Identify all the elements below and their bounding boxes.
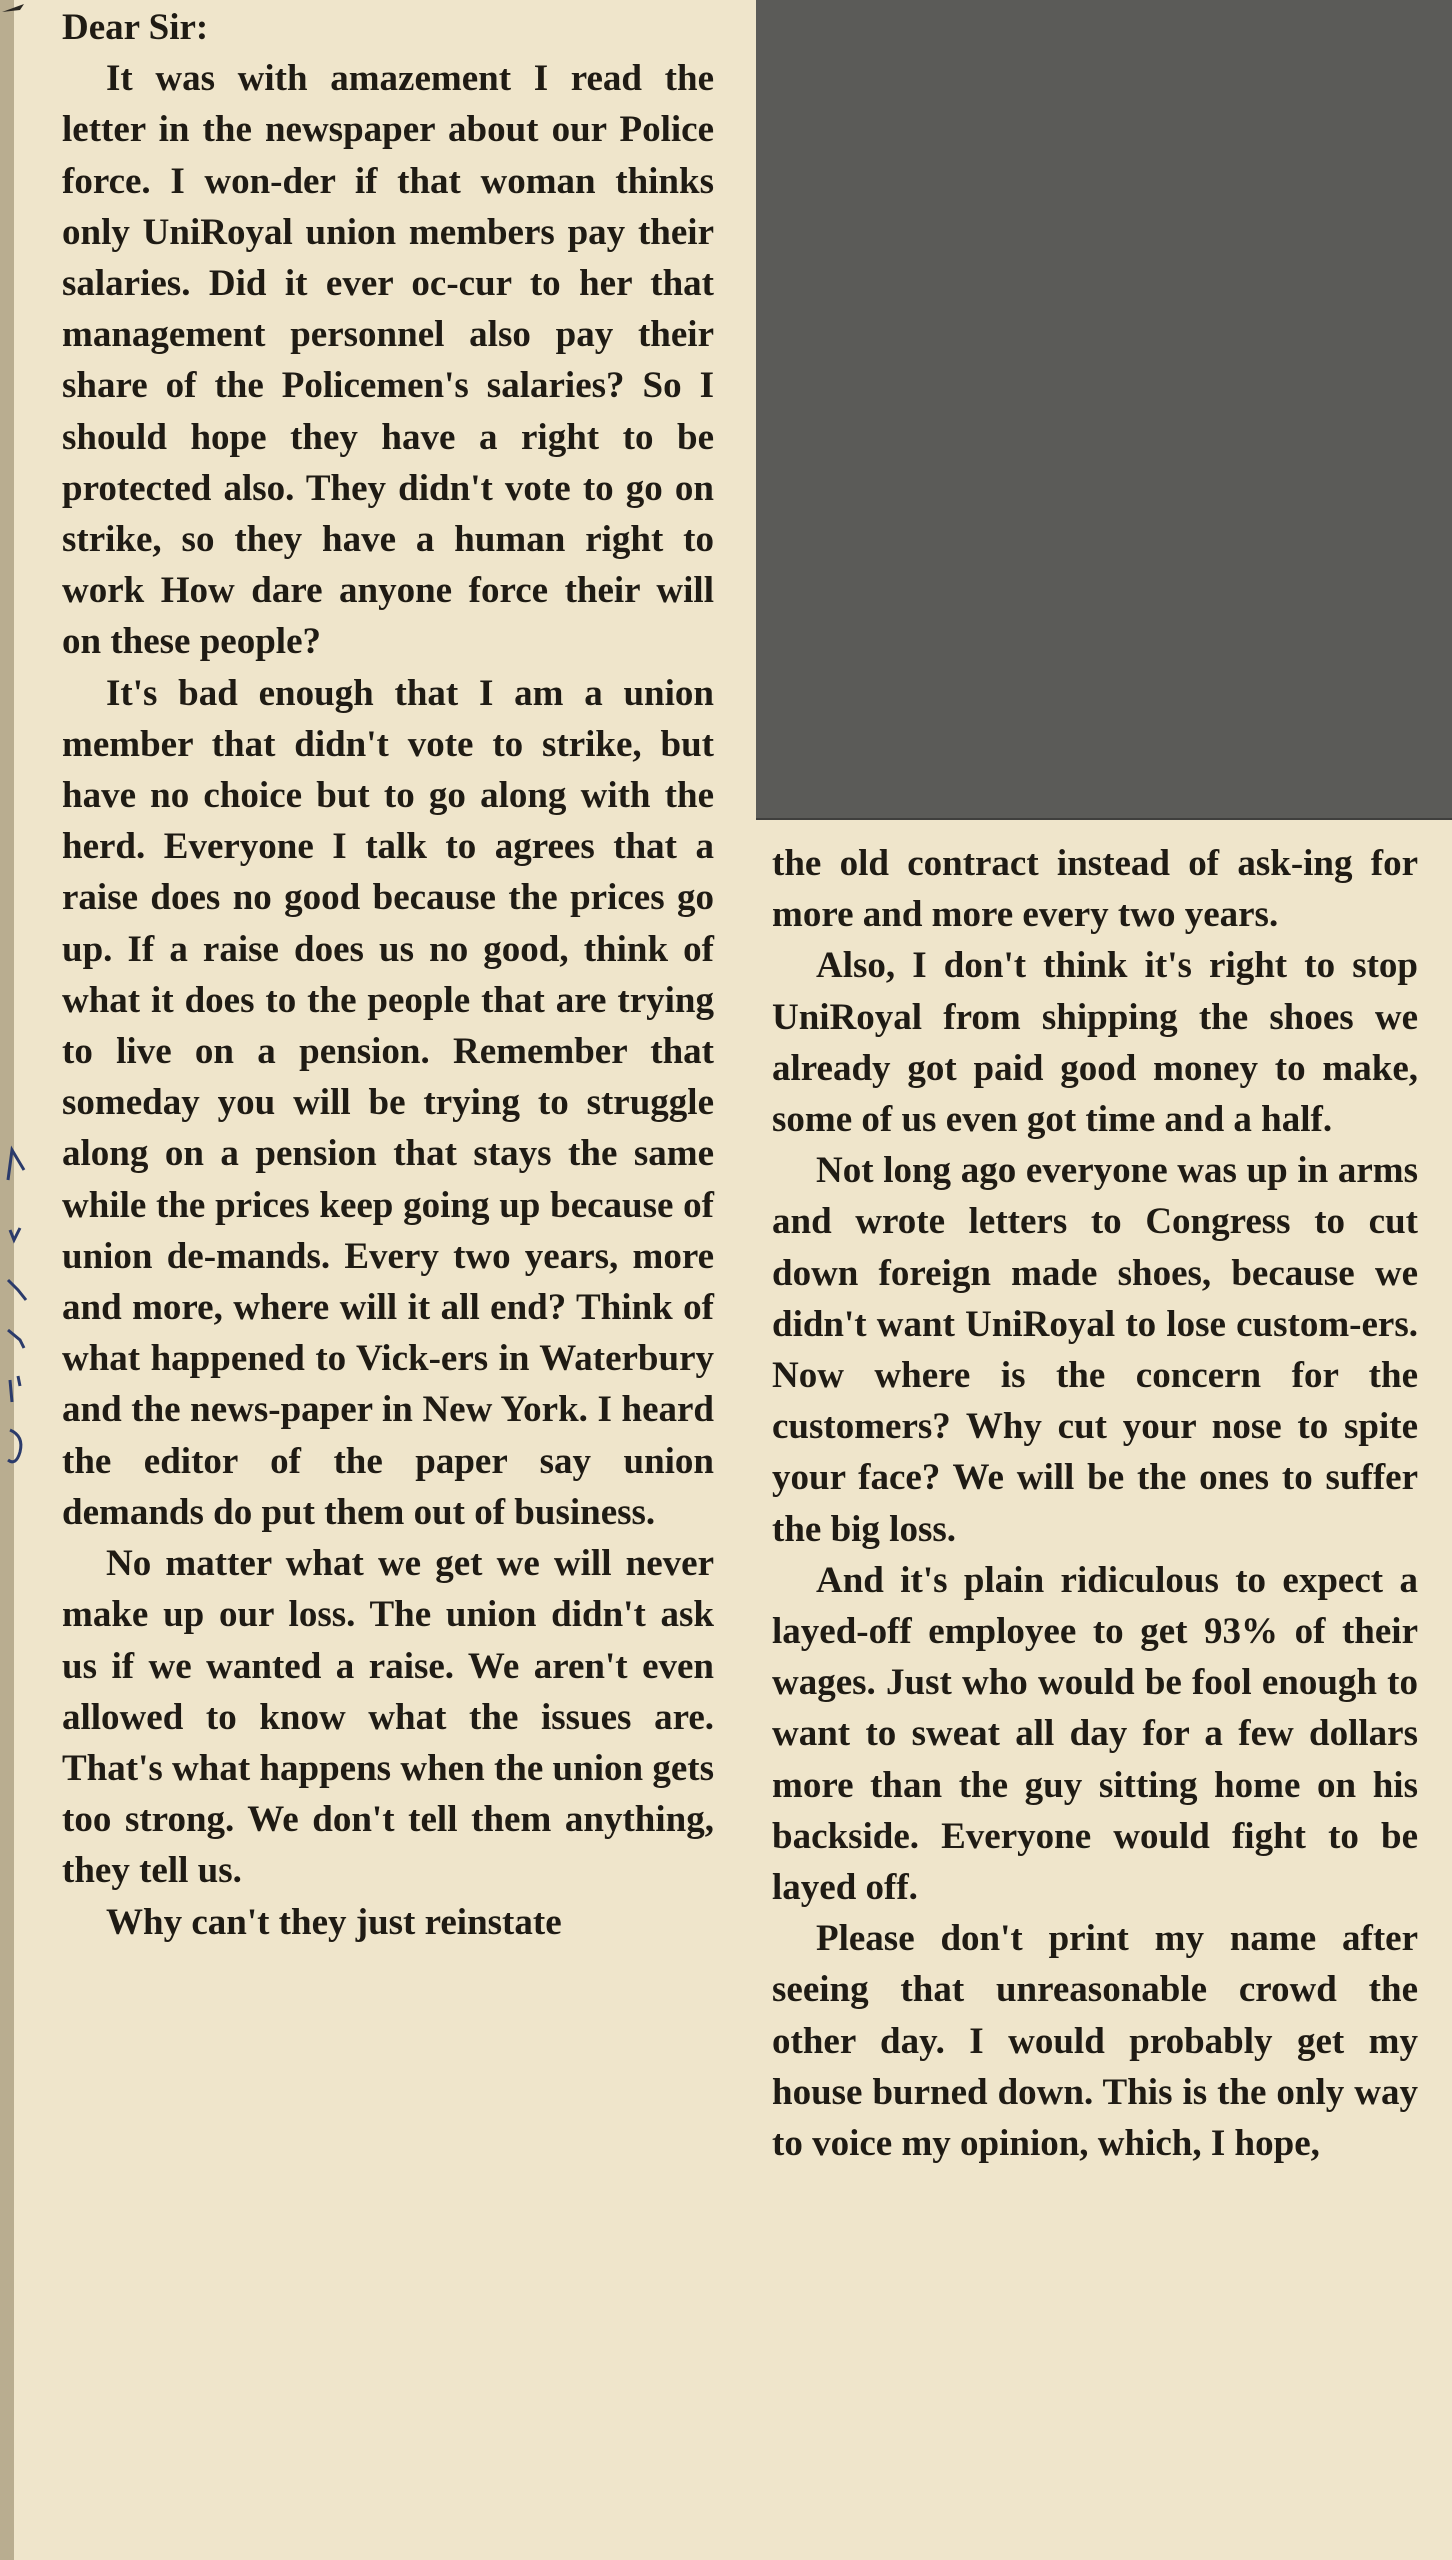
letter-column-right	[772, 838, 1418, 2169]
letter-column-left	[62, 2, 714, 1948]
salutation: Dear Sir:	[62, 7, 209, 48]
paragraph: It's bad enough that I am a union member that didn't vote to strike, but have no choice but to go along with the herd. Everyone I talk to agrees that a raise does no good because the prices go up. If a raise does us no good, think of what it does to the people that are trying to live on a pension. Remember that someday you will be trying to struggle along on a pension that stays the same while the prices keep going up because of union de-mands. Every two years, more and more, where will it all end? Think of what happened to Vick-ers in Waterbury and the news-paper in New York. I heard the editor of the paper say union demands do put them out of business.	[62, 672, 714, 1533]
paragraph: It was with amazement I read the letter in the newspaper about our Police force. I won-der if that woman thinks only UniRoyal union members pay their salaries. Did it ever oc-cur to her that management personnel also pay their share of the Policemen's salaries? So I should hope they have a right to be protected also. They didn't vote to go on strike, so they have a human right to work How dare anyone force their will on these people?	[62, 58, 714, 663]
paragraph: the old contract instead of ask-ing for more and more every two years.	[772, 843, 1418, 936]
paragraph: And it's plain ridiculous to expect a layed-off employee to get 93% of their wages. Just who would be fool enough to want to sweat all day for a few dollars more than the guy sitting home on his backside. Everyone would fight to be layed off.	[772, 1559, 1418, 1909]
gray-backing	[756, 0, 1452, 822]
corner-mark-icon	[0, 0, 40, 20]
handwritten-margin-marks	[0, 1140, 34, 1480]
paragraph: Not long ago everyone was up in arms and wrote letters to Congress to cut down foreign made shoes, because we didn't want UniRoyal to lose custom-ers. Now where is the concern for the customers? Why cut your nose to spite your face? We will be the ones to suffer the big loss.	[772, 1150, 1418, 1550]
paragraph: Also, I don't think it's right to stop UniRoyal from shipping the shoes we already got paid good money to make, some of us even got time and a half.	[772, 945, 1418, 1141]
paragraph: Please don't print my name after seeing that unreasonable crowd the other day. I would probably get my house burned down. This is the only way to voice my opinion, which, I hope,	[772, 1918, 1418, 2165]
paragraph: Why can't they just reinstate	[106, 1901, 562, 1943]
paragraph: No matter what we get we will never make up our loss. The union didn't ask us if we wanted a raise. We aren't even allowed to know what the issues are. That's what happens when the union gets too strong. We don't tell them anything, they tell us.	[62, 1543, 714, 1892]
